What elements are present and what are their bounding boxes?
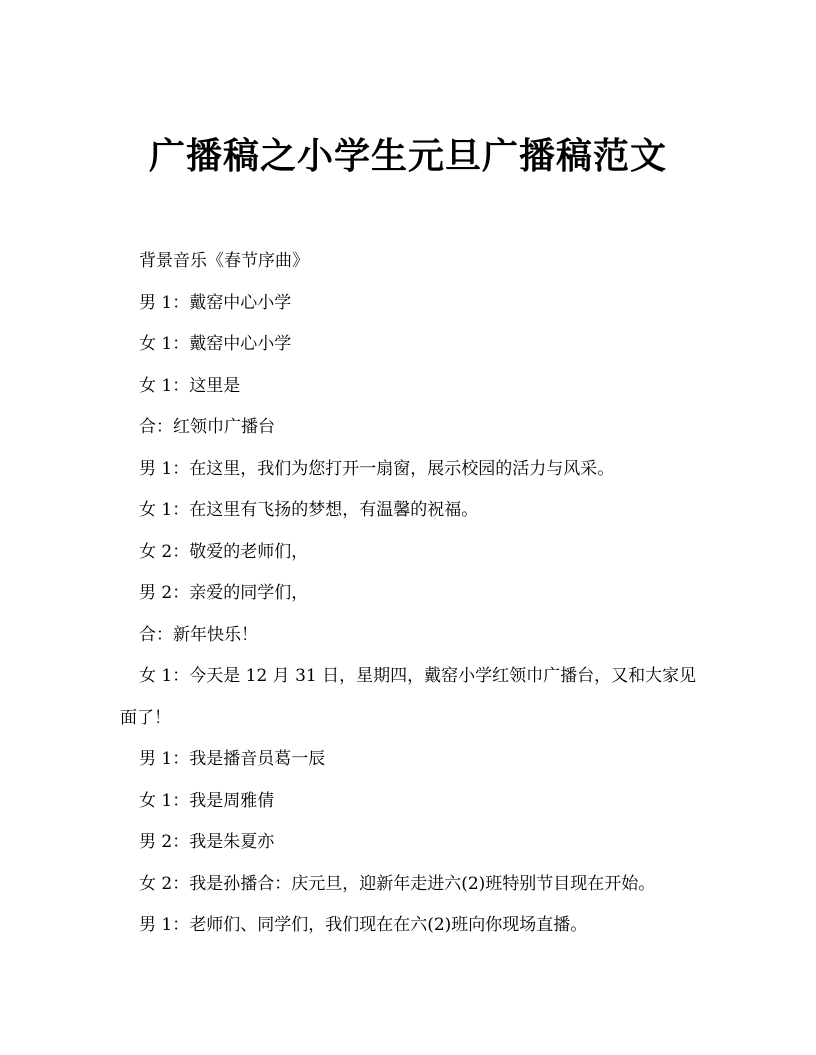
paragraph-13: 女 1：我是周雅倩 <box>139 790 275 811</box>
paragraph-10: 合：新年快乐！ <box>139 624 258 645</box>
paragraph-14: 男 2：我是朱夏亦 <box>139 832 275 852</box>
paragraph-3: 女 1：戴窑中心小学 <box>139 334 292 354</box>
paragraph-1: 背景音乐《春节序曲》 <box>139 251 309 271</box>
paragraph-6: 男 1：在这里，我们为您打开一扇窗，展示校园的活力与风采。 <box>139 458 615 479</box>
document-title: 广播稿之小学生元旦广播稿范文 <box>148 135 667 178</box>
paragraph-5: 合：红领巾广播台 <box>139 417 275 437</box>
paragraph-9: 男 2：亲爱的同学们， <box>139 583 309 603</box>
paragraph-8: 女 2：敬爱的老师们， <box>139 541 309 562</box>
paragraph-12: 男 1：我是播音员葛一辰 <box>139 749 326 769</box>
paragraph-15: 女 2：我是孙播合：庆元旦，迎新年走进六(2)班特别节目现在开始。 <box>139 873 656 894</box>
paragraph-11: 女 1：今天是 12 月 31 日，星期四，戴窑小学红领巾广播台，又和大家见面了！ <box>120 666 697 728</box>
paragraph-16: 男 1：老师们、同学们，我们现在在六(2)班向你现场直播。 <box>139 915 588 935</box>
paragraph-4: 女 1：这里是 <box>139 375 241 396</box>
paragraph-2: 男 1：戴窑中心小学 <box>139 292 292 313</box>
paragraph-7: 女 1：在这里有飞扬的梦想，有温馨的祝福。 <box>139 500 479 520</box>
document-body <box>120 241 710 947</box>
